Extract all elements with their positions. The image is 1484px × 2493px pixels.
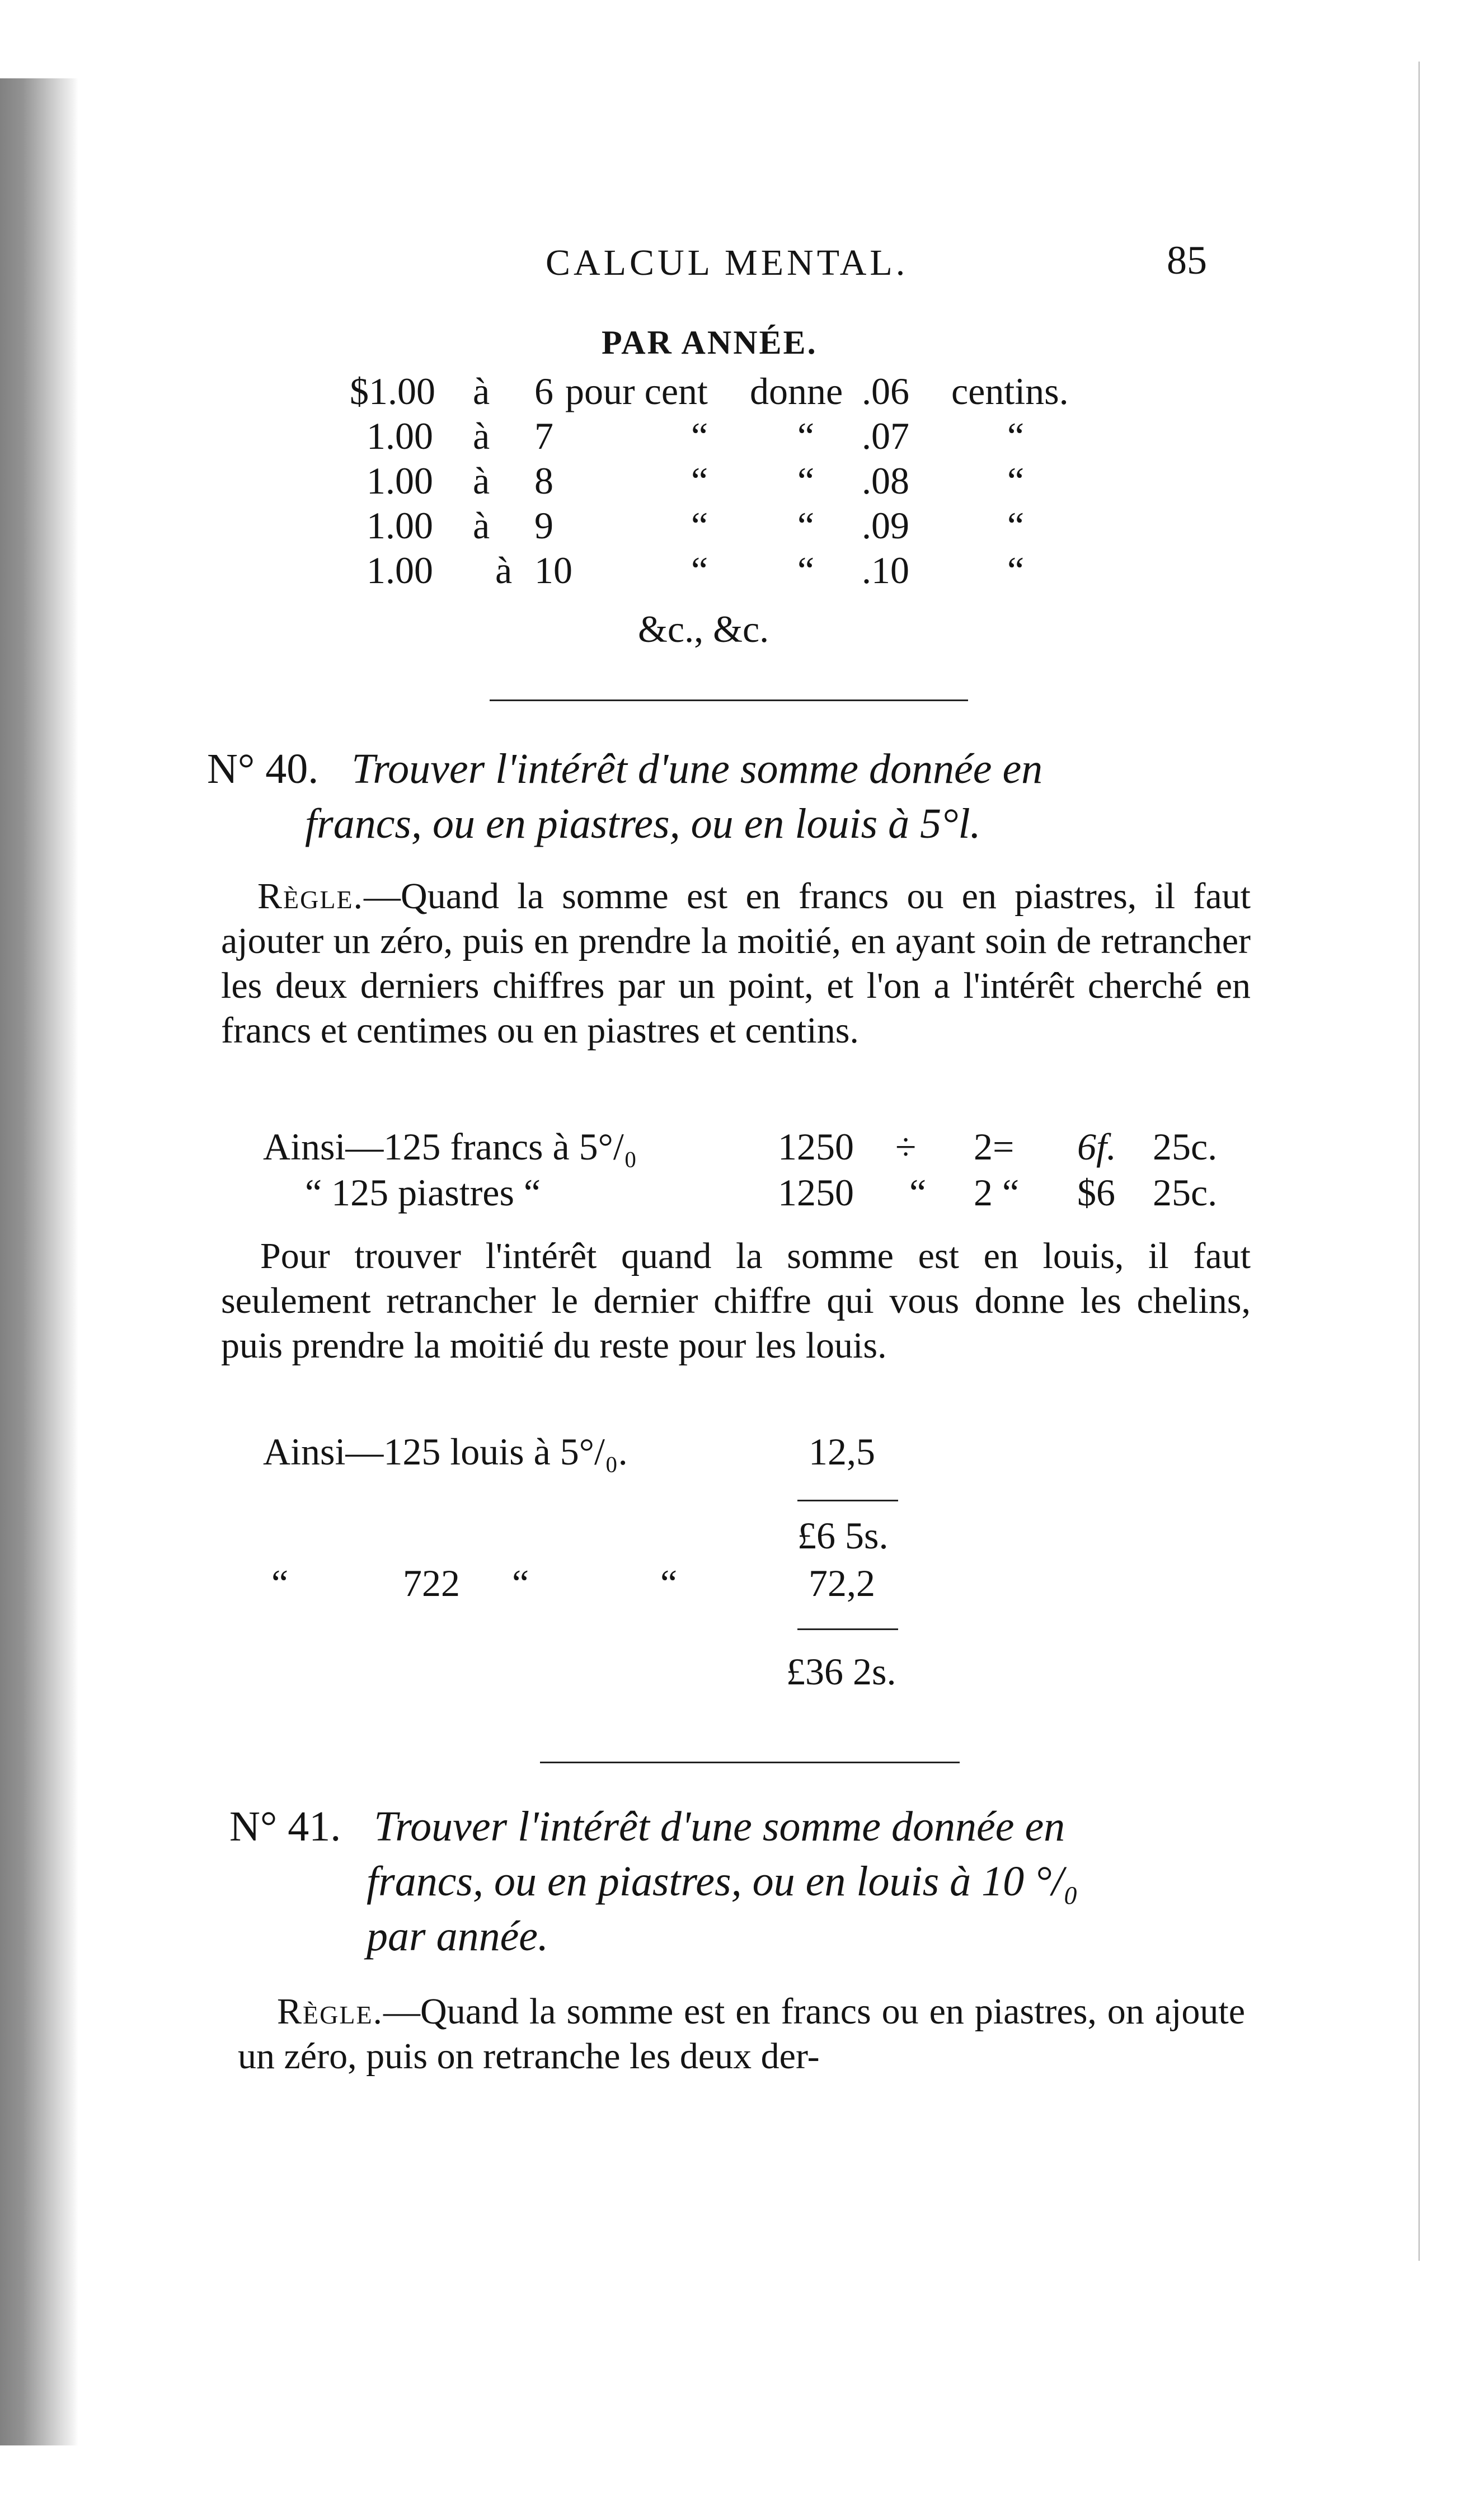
rate: 7 bbox=[534, 415, 553, 457]
value: .06 bbox=[862, 370, 909, 412]
ditto: “ bbox=[1007, 459, 1025, 502]
ditto: “ bbox=[512, 1562, 529, 1604]
section-41-title-cont bbox=[367, 1909, 548, 1964]
rule-paragraph bbox=[238, 1989, 1245, 2079]
rate: 10 bbox=[534, 549, 572, 591]
a-word: à bbox=[495, 549, 513, 591]
amount: 1.00 bbox=[367, 415, 433, 457]
ditto: “ bbox=[691, 549, 708, 591]
result-main: $6 bbox=[1077, 1171, 1115, 1214]
example-label: “ 125 piastres “ bbox=[305, 1171, 541, 1214]
rate: 8 bbox=[534, 459, 553, 502]
louis-label: Ainsi—125 louis à 5°/₀. bbox=[263, 1430, 628, 1473]
section-title-line: Trouver l'intérêt d'une somme donnée en bbox=[374, 1803, 1065, 1850]
ditto: “ bbox=[660, 1562, 678, 1604]
rule-paragraph bbox=[221, 874, 1251, 1053]
section-41-title bbox=[229, 1799, 1065, 1854]
amount: 1.00 bbox=[367, 459, 433, 502]
result-main: 6f. bbox=[1077, 1125, 1116, 1168]
book-spine-shadow bbox=[0, 78, 78, 2445]
example-value: 1250 bbox=[778, 1125, 854, 1168]
value: .08 bbox=[862, 459, 909, 502]
ditto: “ bbox=[1007, 504, 1025, 547]
unit: centins. bbox=[951, 370, 1069, 412]
section-title-line: Trouver l'intérêt d'une somme donnée en bbox=[351, 745, 1043, 792]
ditto: “ bbox=[797, 415, 815, 457]
section-40-title-cont bbox=[305, 796, 981, 851]
donne: donne bbox=[750, 370, 843, 412]
a-word: à bbox=[473, 459, 490, 502]
ditto: “ bbox=[271, 1562, 289, 1604]
separator-rule bbox=[490, 699, 968, 701]
separator-rule bbox=[540, 1762, 960, 1763]
section-number: N° 40. bbox=[207, 745, 319, 792]
rule-text: —Quand la somme est en francs ou en piastres, il faut ajouter un zéro, puis en prendre la moitié, en ayant soin de retrancher les deux derniers chiffres par un point, et l'on a l'intérêt cherché en francs et centimes ou en piastres et centins. bbox=[221, 876, 1251, 1051]
ditto: “ bbox=[909, 1171, 927, 1214]
rule-label: Règle. bbox=[277, 1991, 384, 2032]
etc-line: &c., &c. bbox=[638, 608, 769, 650]
section-title-line: par année. bbox=[367, 1913, 549, 1960]
louis-value: 12,5 bbox=[809, 1430, 875, 1473]
a-word: à bbox=[473, 370, 490, 412]
value: .10 bbox=[862, 549, 909, 591]
section-41-title-cont bbox=[367, 1854, 1078, 1909]
division-sign: ÷ bbox=[895, 1125, 917, 1168]
ditto: “ bbox=[691, 504, 708, 547]
pour-cent: pour cent bbox=[565, 370, 708, 412]
ditto: “ bbox=[797, 459, 815, 502]
louis-paragraph: Pour trouver l'intérêt quand la somme est en louis, il faut seulement retrancher le dernier chiffre qui vous donne les chelins, puis prendre la moitié du reste pour les louis. bbox=[221, 1236, 1251, 1366]
ditto: “ bbox=[797, 504, 815, 547]
louis-amount: 722 bbox=[403, 1562, 460, 1604]
sum-rule bbox=[797, 1500, 898, 1501]
rate: 6 bbox=[534, 370, 553, 412]
a-word: à bbox=[473, 415, 490, 457]
a-word: à bbox=[473, 504, 490, 547]
rule-text: —Quand la somme est en francs ou en piastres, on ajoute un zéro, puis on retranche les deux der- bbox=[238, 1991, 1245, 2077]
louis-result: £6 5s. bbox=[797, 1514, 889, 1557]
page-number: 85 bbox=[1167, 238, 1207, 283]
ditto: “ bbox=[691, 459, 708, 502]
section-number: N° 41. bbox=[229, 1803, 341, 1850]
divisor: 2 “ bbox=[974, 1171, 1020, 1214]
ditto: “ bbox=[1007, 415, 1025, 457]
ditto: “ bbox=[1007, 549, 1025, 591]
section-40-title bbox=[207, 741, 1042, 796]
amount: $1.00 bbox=[350, 370, 435, 412]
divisor: 2= bbox=[974, 1125, 1015, 1168]
section-title-line: francs, ou en piastres, ou en louis à 10 °/₀ bbox=[367, 1858, 1079, 1905]
amount: 1.00 bbox=[367, 549, 433, 591]
page-edge-line bbox=[1419, 62, 1420, 2261]
result-cents: 25c. bbox=[1153, 1125, 1218, 1168]
louis-result: £36 2s. bbox=[786, 1650, 896, 1693]
value: .07 bbox=[862, 415, 909, 457]
louis-value: 72,2 bbox=[809, 1562, 875, 1604]
result-cents: 25c. bbox=[1153, 1171, 1218, 1214]
table-caption: PAR ANNÉE. bbox=[602, 324, 818, 361]
example-label: Ainsi—125 francs à 5°/₀ bbox=[263, 1125, 637, 1168]
value: .09 bbox=[862, 504, 909, 547]
ditto: “ bbox=[797, 549, 815, 591]
example-value: 1250 bbox=[778, 1171, 854, 1214]
running-title: CALCUL MENTAL. bbox=[546, 242, 909, 283]
ditto: “ bbox=[691, 415, 708, 457]
amount: 1.00 bbox=[367, 504, 433, 547]
sum-rule bbox=[797, 1628, 898, 1630]
section-title-line: francs, ou en piastres, ou en louis à 5°l. bbox=[305, 800, 981, 847]
rule-label: Règle. bbox=[257, 876, 364, 917]
rate: 9 bbox=[534, 504, 553, 547]
